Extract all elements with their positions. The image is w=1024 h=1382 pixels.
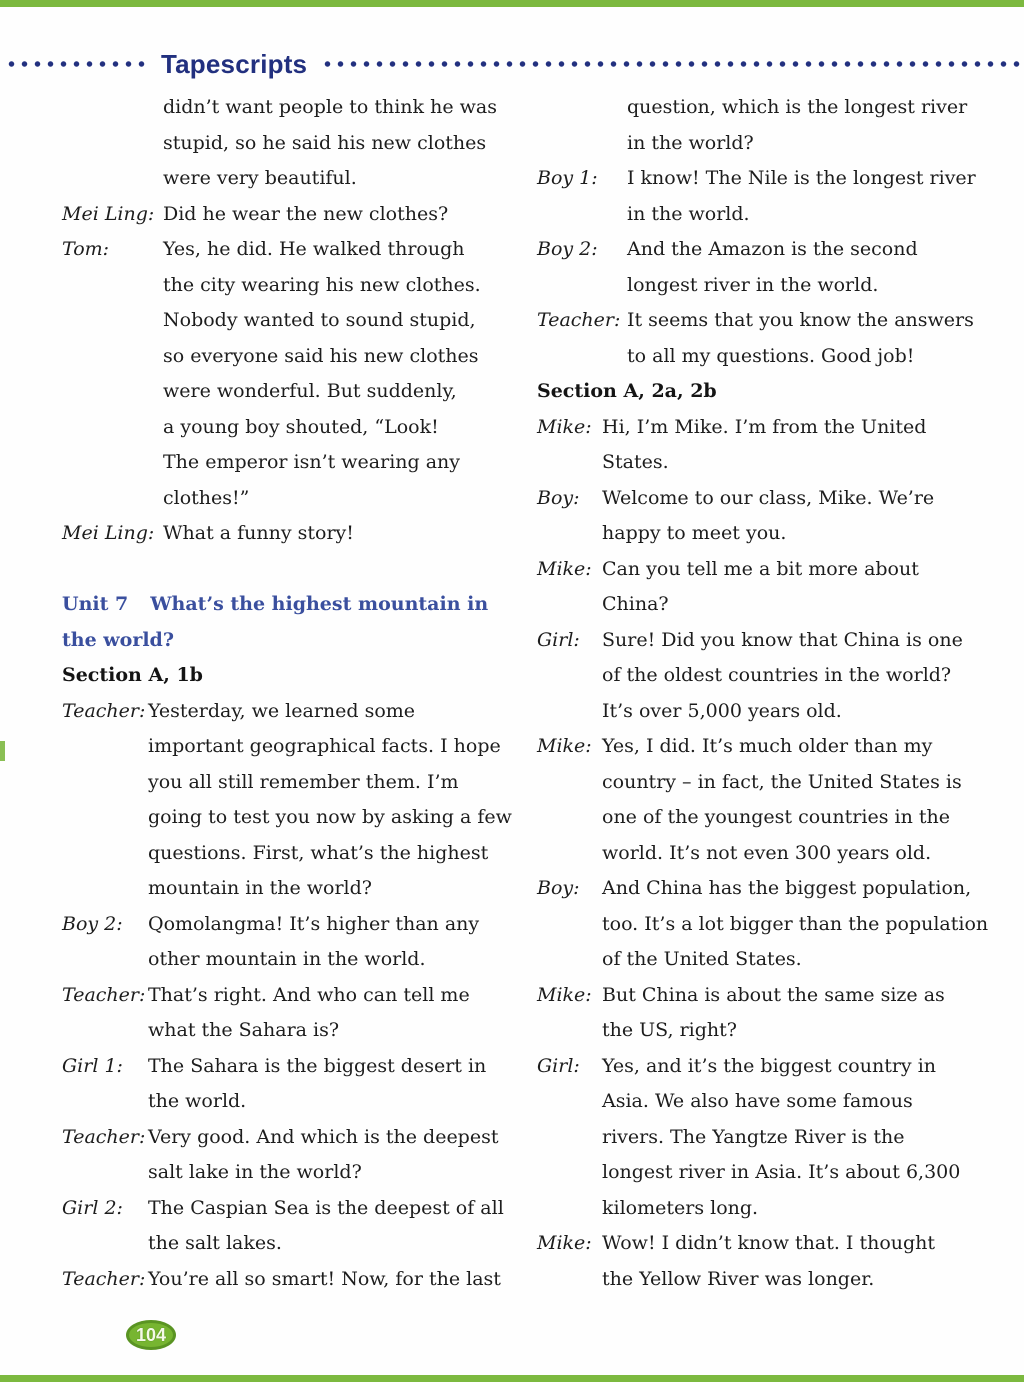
dialogue-block: [537, 978, 1002, 1049]
dialogue-line: The Sahara is the biggest desert in: [148, 1054, 487, 1077]
unit-heading: [62, 587, 512, 658]
dialogue-block: [62, 90, 512, 197]
speaker-label: Teacher:: [62, 1267, 146, 1290]
dialogue-block: [62, 1262, 512, 1298]
dialogue-line: were very beautiful.: [163, 167, 357, 189]
speaker-label: Boy 2:: [537, 238, 598, 260]
dialogue-line: you all still remember them. I’m: [148, 770, 459, 793]
page-frame-top-border: [0, 0, 1024, 7]
dialogue-line: the world.: [148, 1090, 247, 1112]
section-heading: [537, 374, 1002, 410]
speaker-label: Girl 2:: [62, 1196, 123, 1219]
dialogue-line: Welcome to our class, Mike. We’re: [602, 486, 935, 509]
dialogue-block: [62, 907, 512, 978]
dialogue-line: longest river in Asia. It’s about 6,300: [602, 1161, 961, 1183]
dialogue-block: [537, 161, 1002, 232]
dialogue-line: salt lake in the world?: [148, 1161, 362, 1183]
dialogue-line: Sure! Did you know that China is one: [602, 628, 963, 651]
unit-title-line1: What’s the highest mountain in: [150, 593, 489, 615]
dialogue-line: The emperor isn’t wearing any: [163, 451, 461, 473]
speaker-label: Mei Ling:: [62, 202, 155, 225]
dialogue-line: I know! The Nile is the longest river: [627, 167, 976, 189]
dialogue-line: the Yellow River was longer.: [602, 1267, 875, 1290]
speaker-label: Mike:: [537, 415, 592, 438]
dialogue-block: [62, 516, 512, 552]
dialogue-line: to all my questions. Good job!: [627, 344, 915, 367]
dialogue-block: [62, 1191, 512, 1262]
speaker-label: Mike:: [537, 735, 592, 757]
dialogue-line: going to test you now by asking a few: [148, 806, 512, 828]
header-dots-left: [5, 60, 145, 68]
speaker-label: Mei Ling:: [62, 522, 155, 544]
dialogue-line: Yes, I did. It’s much older than my: [602, 735, 933, 757]
page-frame-left-tick: [0, 741, 5, 761]
speaker-label: Boy:: [537, 486, 580, 509]
dialogue-line: rivers. The Yangtze River is the: [602, 1125, 905, 1148]
dialogue-line: But China is about the same size as: [602, 983, 945, 1006]
speaker-label: Teacher:: [62, 983, 146, 1006]
dialogue-line: the US, right?: [602, 1019, 737, 1041]
speaker-label: Teacher:: [537, 309, 621, 331]
dialogue-line: Qomolangma! It’s higher than any: [148, 912, 480, 935]
dialogue-line: That’s right. And who can tell me: [148, 983, 470, 1006]
dialogue-line: in the world.: [627, 202, 750, 225]
dialogue-line: of the United States.: [602, 948, 802, 970]
speaker-label: Boy 1:: [537, 167, 598, 189]
dialogue-block: [537, 1226, 1002, 1297]
dialogue-line: Did he wear the new clothes?: [163, 202, 449, 225]
dialogue-line: You’re all so smart! Now, for the last: [148, 1267, 501, 1290]
dialogue-block: [537, 1049, 1002, 1227]
section-heading-text: Section A, 1b: [62, 664, 203, 686]
dialogue-line: didn’t want people to think he was: [163, 96, 497, 118]
dialogue-line: States.: [602, 451, 669, 473]
section-heading: [62, 658, 512, 694]
section-heading-text: Section A, 2a, 2b: [537, 380, 717, 402]
dialogue-block: [537, 410, 1002, 481]
unit-title-line2: the world?: [62, 628, 174, 651]
dialogue-line: Very good. And which is the deepest: [148, 1125, 499, 1148]
dialogue-line: Asia. We also have some famous: [602, 1090, 913, 1112]
dialogue-line: It’s over 5,000 years old.: [602, 699, 842, 722]
dialogue-block: [537, 232, 1002, 303]
dialogue-line: Wow! I didn’t know that. I thought: [602, 1232, 936, 1254]
dialogue-block: [537, 871, 1002, 978]
right-column: [537, 90, 1002, 1297]
dialogue-line: too. It’s a lot bigger than the population: [602, 912, 989, 935]
speaker-label: Girl:: [537, 628, 580, 651]
dialogue-line: What a funny story!: [163, 522, 354, 544]
dialogue-line: longest river in the world.: [627, 273, 879, 296]
dialogue-line: Nobody wanted to sound stupid,: [163, 309, 476, 331]
dialogue-block: [62, 694, 512, 907]
dialogue-block: [62, 1120, 512, 1191]
dialogue-line: important geographical facts. I hope: [148, 735, 501, 757]
unit-heading-line1: [62, 587, 512, 623]
dialogue-line: the city wearing his new clothes.: [163, 273, 481, 296]
dialogue-line: country – in fact, the United States is: [602, 770, 962, 793]
dialogue-line: so everyone said his new clothes: [163, 344, 479, 367]
dialogue-line: were wonderful. But suddenly,: [163, 380, 457, 402]
dialogue-line: questions. First, what’s the highest: [148, 841, 489, 864]
dialogue-line: mountain in the world?: [148, 877, 372, 899]
dialogue-block: [62, 232, 512, 516]
dialogue-line: The Caspian Sea is the deepest of all: [148, 1196, 504, 1219]
dialogue-line: kilometers long.: [602, 1196, 759, 1219]
speaker-label: Boy:: [537, 877, 580, 899]
dialogue-line: a young boy shouted, “Look!: [163, 415, 439, 438]
dialogue-line: clothes!”: [163, 486, 250, 509]
dialogue-line: And the Amazon is the second: [627, 238, 918, 260]
dialogue-line: question, which is the longest river: [627, 96, 968, 118]
dialogue-line: in the world?: [627, 131, 754, 154]
page-number: 104: [135, 1324, 167, 1345]
speaker-label: Mike:: [537, 1232, 592, 1254]
dialogue-block: [537, 303, 1002, 374]
dialogue-block: [537, 623, 1002, 730]
dialogue-block: [537, 90, 1002, 161]
dialogue-line: of the oldest countries in the world?: [602, 664, 952, 686]
dialogue-block: [62, 978, 512, 1049]
page-title: Tapescripts: [161, 48, 308, 79]
speaker-label: Teacher:: [62, 699, 146, 722]
speaker-label: Girl:: [537, 1054, 580, 1077]
page-number-badge: [126, 1320, 176, 1350]
dialogue-line: what the Sahara is?: [148, 1019, 340, 1041]
dialogue-line: stupid, so he said his new clothes: [163, 131, 487, 154]
dialogue-line: China?: [602, 593, 669, 615]
dialogue-block: [537, 552, 1002, 623]
dialogue-line: happy to meet you.: [602, 522, 787, 544]
dialogue-line: world. It’s not even 300 years old.: [602, 841, 932, 864]
dialogue-line: the salt lakes.: [148, 1232, 282, 1254]
tapescripts-header: [0, 46, 1024, 82]
speaker-label: Girl 1:: [62, 1054, 123, 1077]
dialogue-block: [62, 197, 512, 233]
dialogue-block: [537, 481, 1002, 552]
speaker-label: Tom:: [62, 238, 110, 260]
dialogue-line: And China has the biggest population,: [602, 877, 972, 899]
dialogue-block: [537, 729, 1002, 871]
dialogue-line: Can you tell me a bit more about: [602, 557, 919, 580]
dialogue-line: one of the youngest countries in the: [602, 806, 950, 828]
dialogue-line: other mountain in the world.: [148, 948, 426, 970]
dialogue-line: Hi, I’m Mike. I’m from the United: [602, 415, 927, 438]
page-frame-bottom-border: [0, 1375, 1024, 1382]
unit-number: Unit 7: [62, 593, 129, 615]
speaker-label: Teacher:: [62, 1125, 146, 1148]
header-dots-right: [321, 60, 1024, 68]
speaker-label: Boy 2:: [62, 912, 123, 935]
dialogue-line: Yes, he did. He walked through: [163, 238, 465, 260]
dialogue-block: [62, 1049, 512, 1120]
left-column: [62, 90, 512, 1297]
speaker-label: Mike:: [537, 983, 592, 1006]
speaker-label: Mike:: [537, 557, 592, 580]
dialogue-line: Yes, and it’s the biggest country in: [602, 1054, 937, 1077]
dialogue-line: Yesterday, we learned some: [148, 699, 416, 722]
dialogue-line: It seems that you know the answers: [627, 309, 974, 331]
